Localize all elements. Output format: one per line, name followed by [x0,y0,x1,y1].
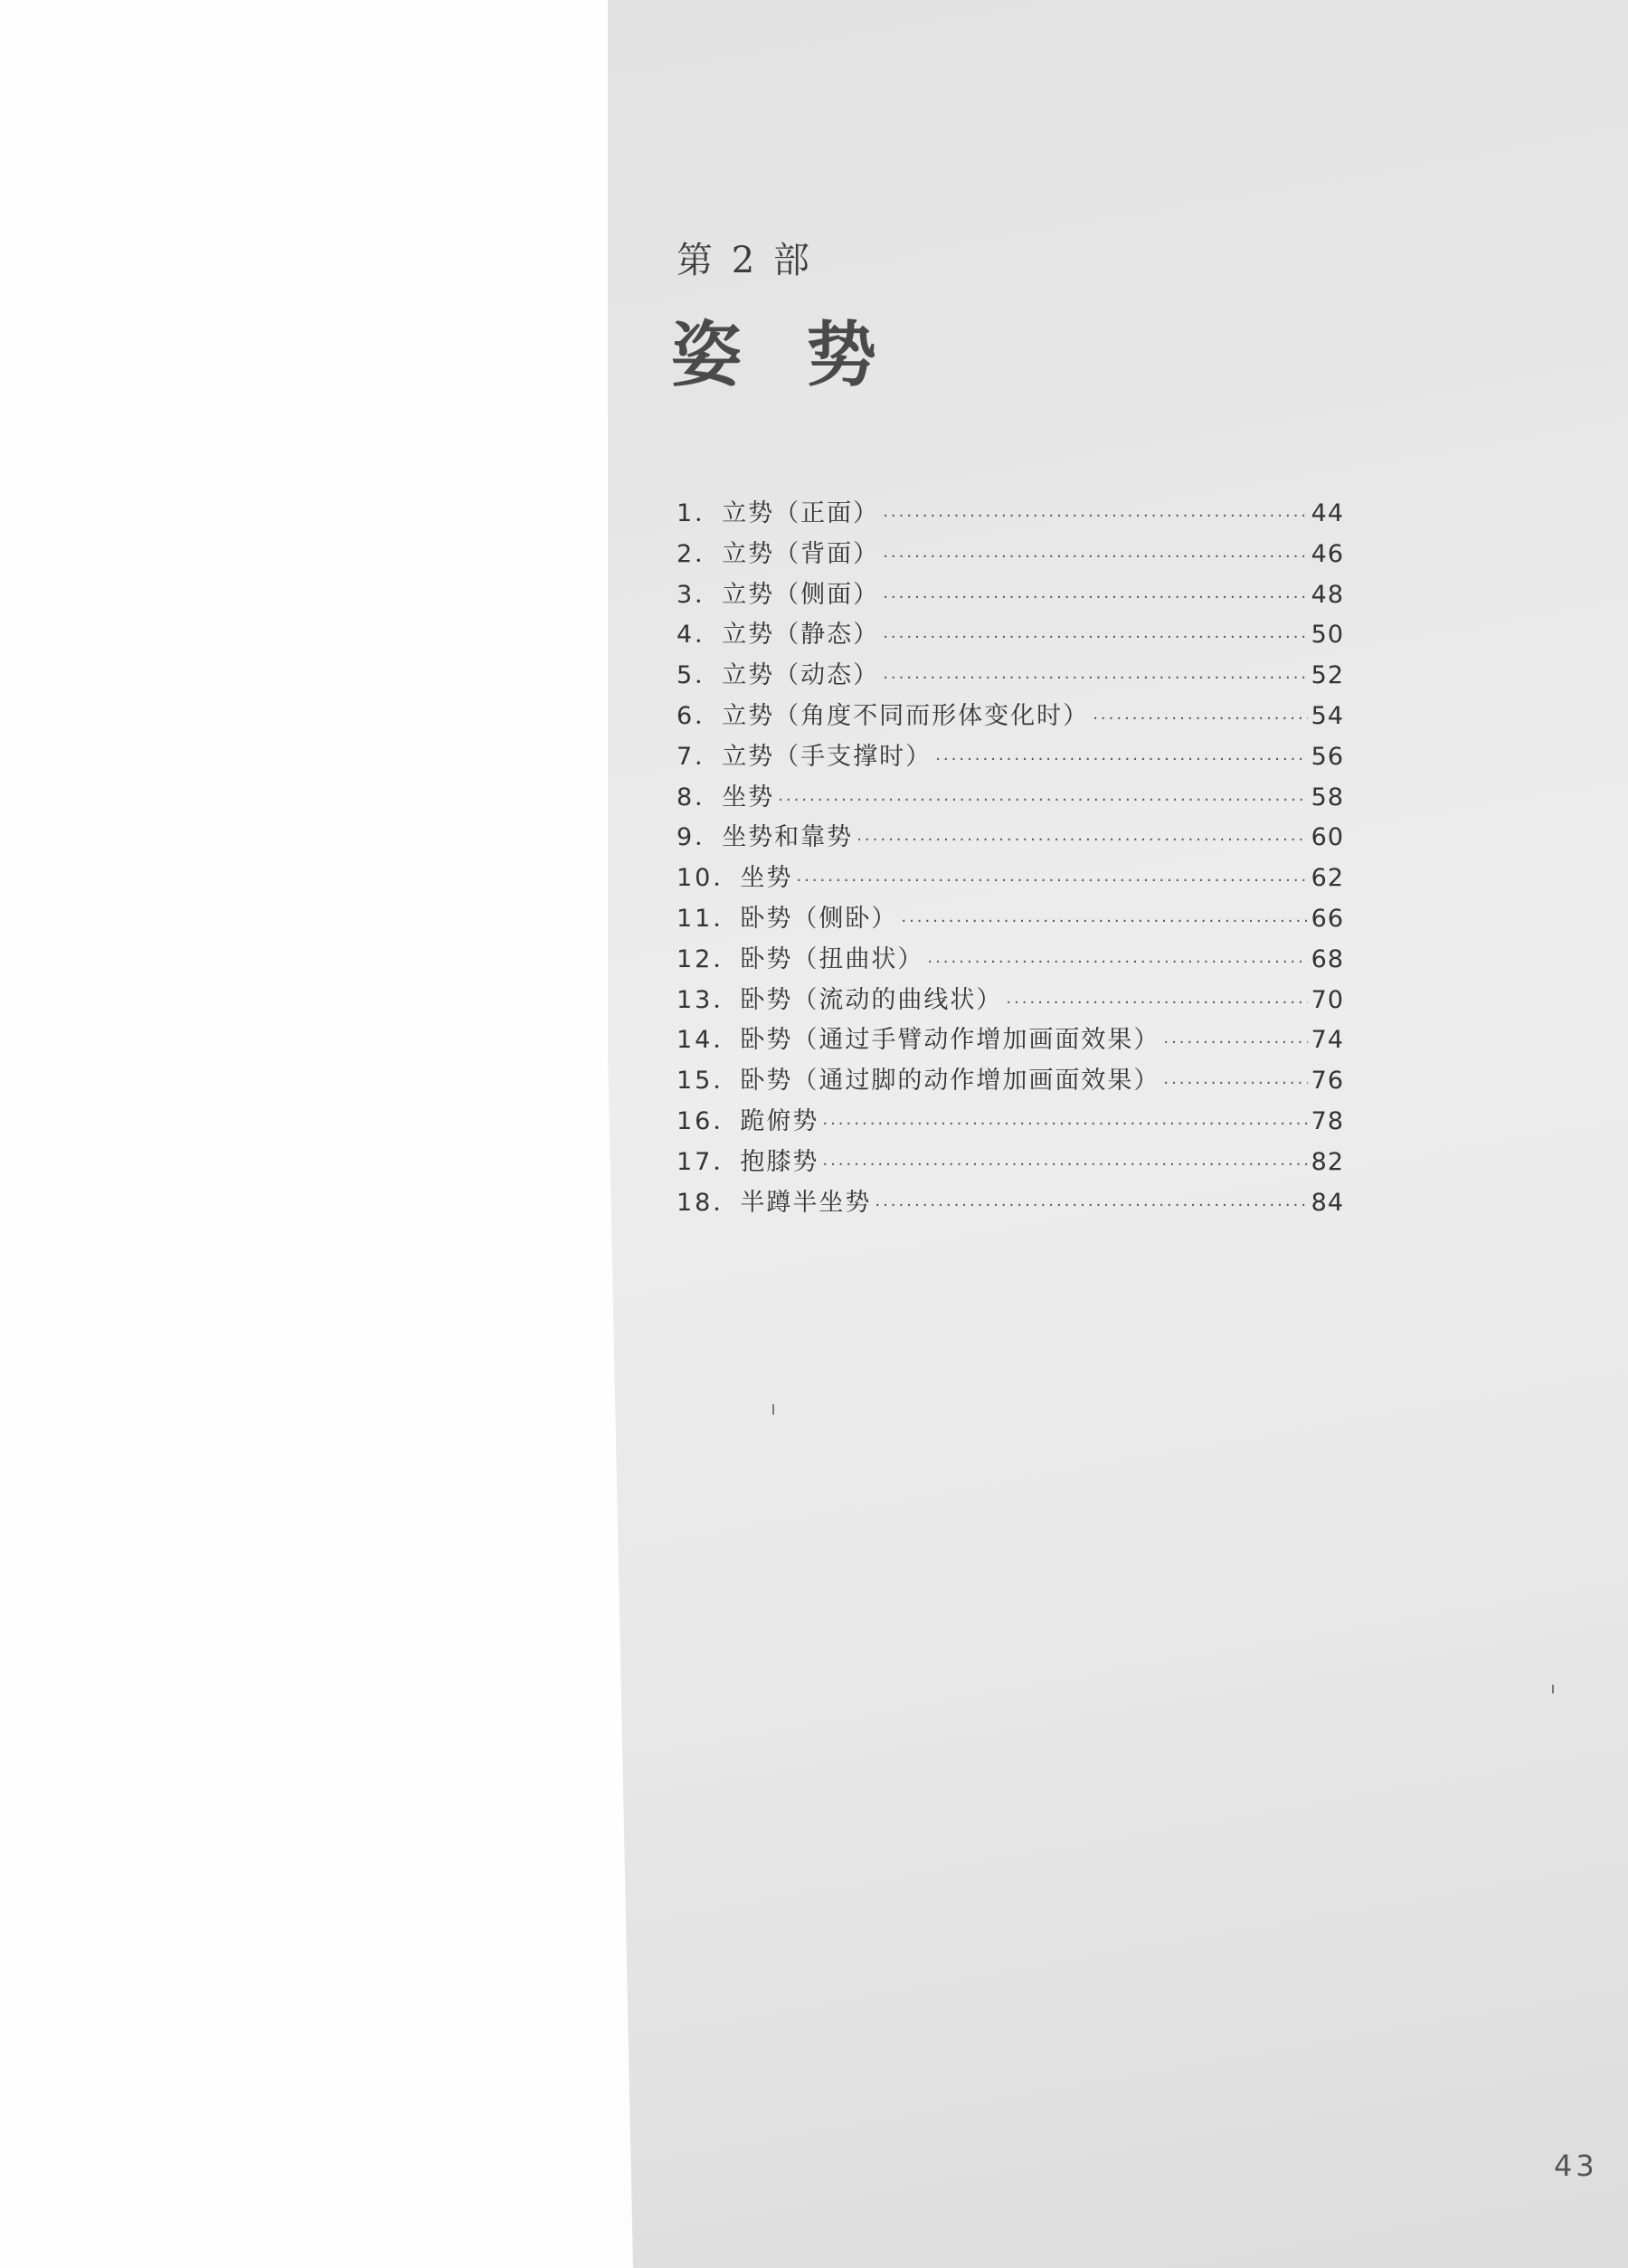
toc-entry-page: 78 [1311,1106,1344,1135]
toc-dot-leader [935,750,1307,769]
toc-entry-page: 46 [1311,539,1344,568]
toc-entry [677,736,1344,777]
toc-entry-number: 13． [677,985,741,1014]
toc-entry [677,939,1344,980]
toc-entry-title: 坐势和靠势 [722,823,854,852]
toc-entry [677,980,1344,1020]
toc-dot-leader [822,1115,1307,1134]
section-title: 姿 势 [671,315,897,396]
toc-entry [677,898,1344,939]
toc-entry-number: 6． [677,701,723,730]
toc-entry [677,858,1344,898]
toc-entry-title: 跪俯势 [740,1106,819,1135]
part-label: 第 2 部 [677,240,813,281]
scan-speck [1552,1684,1554,1694]
toc-entry-page: 44 [1311,499,1344,527]
toc-entry-title: 立势（背面） [722,539,880,568]
toc-dot-leader [875,1196,1307,1215]
toc-entry-number: 12． [677,944,741,973]
toc-entry [677,817,1344,858]
toc-entry-number: 5． [677,661,723,690]
toc-entry-title: 坐势 [740,864,793,893]
toc-entry-title: 抱膝势 [740,1147,819,1176]
toc-entry-title: 立势（手支撑时） [722,742,932,771]
toc-dot-leader [883,628,1307,647]
toc-entry-number: 9． [677,823,723,852]
toc-entry-title: 立势（动态） [722,661,880,690]
toc-entry [677,1060,1344,1101]
toc-entry-page: 76 [1311,1067,1344,1096]
toc-entry [677,1101,1344,1142]
toc-dot-leader [822,1155,1307,1174]
toc-entry-title: 卧势（流动的曲线状） [740,985,1003,1014]
toc-entry-number: 1． [677,499,723,527]
toc-entry-page: 48 [1311,580,1344,609]
toc-dot-leader [883,507,1307,526]
toc-entry [677,655,1344,696]
toc-entry-page: 52 [1311,661,1344,690]
toc-entry-page: 62 [1311,864,1344,893]
toc-dot-leader [778,791,1307,810]
toc-entry-title: 坐势 [722,783,775,811]
toc-entry-page: 70 [1311,985,1344,1014]
toc-entry-page: 56 [1311,742,1344,771]
toc-entry [677,696,1344,736]
toc-dot-leader [883,588,1307,607]
toc-dot-leader [1163,1074,1307,1093]
left-blank-page [0,0,624,2268]
toc-entry-title: 立势（正面） [722,499,880,527]
table-of-contents [677,493,1344,1222]
toc-entry-number: 11． [677,904,741,933]
toc-entry-number: 10． [677,864,741,893]
toc-entry [677,534,1344,574]
toc-entry [677,614,1344,655]
toc-dot-leader [1093,709,1307,728]
toc-entry-page: 68 [1311,944,1344,973]
toc-dot-leader [796,871,1307,890]
toc-entry-number: 3． [677,580,723,609]
toc-dot-leader [857,830,1307,849]
toc-entry-number: 2． [677,539,723,568]
toc-entry-title: 卧势（扭曲状） [740,944,924,973]
toc-entry-number: 15． [677,1067,741,1096]
toc-entry-title: 立势（侧面） [722,580,880,609]
toc-entry [677,1020,1344,1060]
toc-dot-leader [883,669,1307,688]
toc-entry-page: 54 [1311,701,1344,730]
toc-entry-title: 卧势（通过脚的动作增加画面效果） [740,1067,1160,1096]
toc-dot-leader [1006,993,1307,1012]
toc-entry-title: 卧势（侧卧） [740,904,898,933]
toc-dot-leader [883,547,1307,566]
toc-entry-page: 66 [1311,904,1344,933]
toc-entry-number: 4． [677,621,723,650]
toc-entry-page: 60 [1311,823,1344,852]
toc-entry [677,574,1344,615]
toc-entry [677,493,1344,534]
toc-entry-page: 84 [1311,1188,1344,1217]
toc-entry-number: 16． [677,1106,741,1135]
toc-entry-number: 17． [677,1147,741,1176]
page-number: 43 [1554,2149,1598,2183]
toc-dot-leader [927,953,1307,972]
scan-speck [772,1404,774,1415]
toc-dot-leader [901,912,1307,931]
toc-dot-leader [1163,1033,1307,1052]
toc-entry-title: 卧势（通过手臂动作增加画面效果） [740,1026,1160,1055]
toc-entry-number: 18． [677,1188,741,1217]
toc-entry-title: 立势（角度不同而形体变化时） [722,701,1090,730]
toc-entry-title: 半蹲半坐势 [740,1188,872,1217]
toc-entry [677,1182,1344,1223]
toc-entry-number: 8． [677,783,723,811]
toc-entry-page: 74 [1311,1026,1344,1055]
toc-entry [677,777,1344,818]
toc-entry-title: 立势（静态） [722,621,880,650]
toc-entry-page: 58 [1311,783,1344,811]
toc-entry-page: 82 [1311,1147,1344,1176]
toc-entry-page: 50 [1311,621,1344,650]
toc-entry-number: 14． [677,1026,741,1055]
toc-entry [677,1142,1344,1182]
toc-entry-number: 7． [677,742,723,771]
